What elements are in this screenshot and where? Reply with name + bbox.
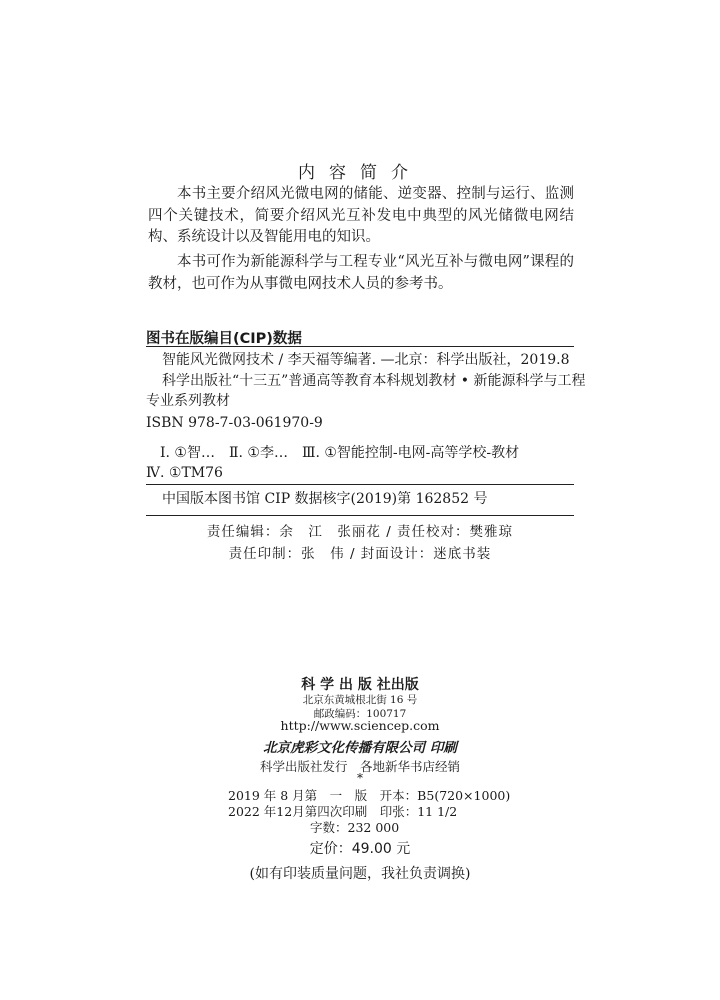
cip-line-verification: 中国版本图书馆 CIP 数据核字(2019)第 162852 号 <box>162 491 488 507</box>
cip-heading: 图书在版编目(CIP)数据 <box>146 331 302 347</box>
publisher-address: 北京东黄城根北街 16 号 <box>302 694 418 706</box>
publisher-name: 科 学 出 版 社出版 <box>301 677 419 693</box>
publisher-postcode: 邮政编码：100717 <box>313 708 407 720</box>
print-line: 2022 年12月第四次印刷 印张：11 1/2 <box>228 804 458 819</box>
cip-line-series: 科学出版社“十三五”普通高等教育本科规划教材 • 新能源科学与工程 <box>162 373 586 389</box>
distribution: 科学出版社发行 各地新华书店经销 <box>259 759 460 774</box>
cip-bottom-rule <box>146 515 574 516</box>
cip-line-subjects: Ⅰ. ①智… Ⅱ. ①李… Ⅲ. ①智能控制-电网-高等学校-教材 <box>160 445 520 461</box>
quality-notice: (如有印装质量问题，我社负责调换) <box>249 866 471 882</box>
cip-line-classification: Ⅳ. ①TM76 <box>146 465 223 481</box>
cip-line-title: 智能风光微网技术 / 李天福等编著. —北京：科学出版社，2019.8 <box>162 352 570 368</box>
word-count: 字数：232 000 <box>310 820 400 835</box>
cip-top-rule <box>146 346 574 347</box>
edition-line: 2019 年 8 月第 一 版 开本：B5(720×1000) <box>228 788 511 803</box>
credits-editors: 责任编辑：余 江 张丽花 / 责任校对：樊雅琼 <box>206 524 514 540</box>
printer-name: 北京虎彩文化传播有限公司 印刷 <box>263 740 457 756</box>
separator-star: * <box>357 771 363 785</box>
credits-print: 责任印制：张 伟 / 封面设计：迷底书装 <box>228 546 492 562</box>
summary-paragraph-1: 本书主要介绍风光微电网的储能、逆变器、控制与运行、监测四个关键技术，简要介绍风光互补发电中典型的风光储微电网结构、系统设计以及智能用电的知识。 <box>148 186 574 245</box>
publisher-url: http://www.sciencep.com <box>280 718 440 733</box>
cip-middle-rule <box>146 484 574 485</box>
cip-line-series-cont: 专业系列教材 <box>146 393 230 409</box>
cip-line-isbn: ISBN 978-7-03-061970-9 <box>146 415 323 431</box>
price: 定价：49.00 元 <box>309 841 411 857</box>
summary-paragraph-2: 本书可作为新能源科学与工程专业“风光互补与微电网”课程的教材，也可作为从事微电网技术人员的参考书。 <box>148 254 574 292</box>
summary-title: 内容简介 <box>298 163 422 183</box>
